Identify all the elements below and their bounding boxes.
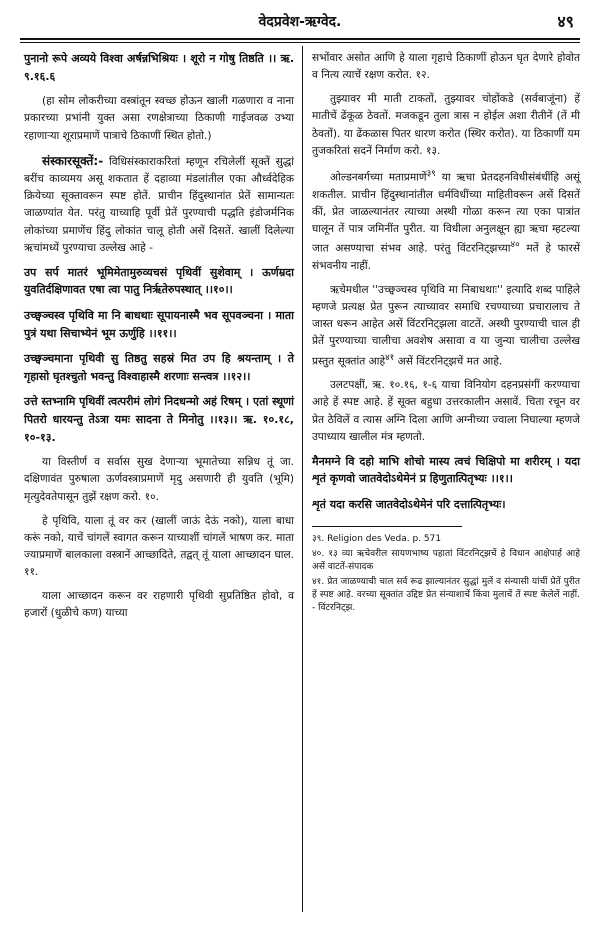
paragraph-text: असें विंटरनिट्झचें मत आहे. (397, 355, 503, 368)
paragraph: या विस्तीर्ण व सर्वास सुख देणाऱ्या भूमातेच्या सन्निध तूं जा. दक्षिणावंत पुरुषाला ऊर्णवस्त्राप्रमाणें मृदु असणारी ही युवति (भूमि) मृत्युदेवतेपासून तुझें रक्षण करो. १०. (24, 456, 294, 503)
paragraph (312, 167, 580, 275)
footnote: ४१. प्रेत जाळण्याची चाल सर्व रूढ झाल्यानंतर सुद्धां मुलें व संन्यासी यांचीं प्रेतें पुरीत हें स्पष्ट आहे. वरच्या सूक्तांत उद्दिष्ट प्रेत संन्याशाचें किंवा मुलाचें तें स्पष्ट केलेलें नाहीं. - विंटरनिट्झ. (312, 576, 580, 613)
verse: पुनानो रूपे अव्यये विश्वा अर्षन्नभिश्रियः । शूरो न गोषु तिष्ठति ।। ऋ. ९.१६.६ (24, 52, 294, 83)
paragraph-text: ऋचेमधील ''उच्छ्वञ्चस्व पृथिवि मा निबाधथाः'' इत्यादि शब्द पाहिले म्हणजे प्रत्यक्ष प्रेत पुरून त्याच्यावर समाधि रचण्याच्या प्रचारालाच ते जास्त धरून आहेत असें विंटरनिट्झला वाटतें. अस्थी पुरण्याची चाल ही प्रेतें पुरण्याच्या चालीचा अवशेष असावा व या जुन्या चालीचा उल्लेख प्रस्तुत सूक्तांत आहे (312, 283, 580, 368)
verse: उच्छ्वञ्चस्व पृथिवि मा नि बाधथाः सूपायनास्मै भव सूपवञ्चना । माता पुत्रं यथा सिचाभ्येनं भूम ऊर्णुहि ।।११।। (24, 309, 294, 340)
paragraph: हे पृथिवि, याला तूं वर कर (खालीं जाऊं देऊं नको), याला बाधा करूं नको, याचें चांगलें स्वागत करून याच्याशीं चांगलें भाषण कर. माता ज्याप्रमाणें बालकाला वस्त्रानें आच्छादिते, तद्वत् तूं याला आच्छादन घाल. ११. (24, 514, 294, 579)
paragraph: उलटपक्षीं, ऋ. १०.१६, १-६ याचा विनियोग दहनप्रसंगीं करण्याचा आहे हें स्पष्ट आहे. हें सूक्त बहुधा उत्तरकालीन असावें. चिता रचून वर प्रेत ठेविलें व त्यास अग्नि दिला आणि अग्नीच्या ज्वाला निघाल्या म्हणजे उपाध्याय खालील मंत्र म्हणतो. (312, 379, 580, 443)
paragraph: (हा सोम लोकरीच्या वस्त्रांतून स्वच्छ होऊन खाली गळणारा व नाना प्रकारच्या प्रभांनी युक्त असा रणक्षेत्राच्या ठिकाणी गाईजवळ उभ्या रहाणाऱ्या शूराप्रमाणें पात्राचे ठिकाणीं स्थित होतो.) (24, 95, 294, 142)
page-number: ४९ (557, 12, 574, 31)
paragraph-text: मतें हे फारसें संभवनीय नाहीं. (312, 242, 581, 272)
footnote-ref: ४१ (385, 352, 395, 363)
footnote-ref: ३९ (426, 168, 436, 179)
paragraph (24, 152, 294, 257)
verse: शृतं यदा करसि जातवेदोऽथेमेनं परि दत्तात्पितृभ्यः। (312, 498, 506, 512)
paragraph: सभोंवार असोत आणि हे याला गृहाचे ठिकाणीं होऊन घृत देणारे होवोत व नित्य त्याचें रक्षण करोत. १२. (312, 52, 580, 82)
paragraph: तुझ्यावर मी माती टाकतों, तुझ्यावर चोहोंकडे (सर्वबाजूंना) हें मातीचें ढेंकूळ ठेवतों. मजकडून तुला त्रास न होईल अशा रीतीनें (तें मी ठेवतों). या ढेंकळास पितर धारण करोत (स्थिर करोत). या ठिकाणीं यम तुजकरितां सदनें निर्माण करो. १३. (312, 93, 580, 157)
verse: उच्छ्वञ्चमाना पृथिवी सु तिष्ठतु सहस्रं मित उप हि श्रयन्ताम् । ते गृहासो घृतश्चुतो भवन्तु विश्वाहास्मै शरणाः सन्त्वत्र ।।१२।। (24, 352, 294, 383)
page-header (20, 6, 580, 40)
header-rule (20, 38, 580, 40)
paragraph (312, 282, 580, 370)
column-divider (302, 46, 303, 912)
paragraph: याला आच्छादन करून वर राहणारी पृथिवी सुप्रतिष्ठित होवो, व हजारों (धुळीचे कण) याच्या (24, 590, 294, 620)
left-column (24, 50, 294, 630)
verse: उप सर्प मातरं भूमिमेतामुरुव्यचसं पृथिवीं सुशेवाम् । ऊर्णम्रदा युवतिर्दक्षिणावत एषा त्वा पातु निर्ऋतेरुपस्थात् ।।१०।। (24, 265, 294, 297)
right-column (312, 50, 580, 617)
paragraph-text: या ऋचा प्रेतदहनविधीसंबंधींहि असूं शकतील. प्राचीन हिंदुस्थानांतील धर्मविधींच्या माहितीवरून असें दिसतें कीं, प्रेत जाळल्यानंतर त्याच्या अस्थी गोळा करून त्या एका पात्रांत घालून तें पात्र जमिनींत पुरीत. या विधीला अनुलक्षून ह्या ऋचा म्हटल्या जात असण्याचा संभव आहे. परंतु विंटरनिट्झच्या (312, 171, 580, 255)
section-heading: संस्कारसूक्तें:- (42, 153, 104, 168)
verse: उत्ते स्तभ्नामि पृथिवीं त्वत्परीमं लोगं निदधन्मो अहं रिषम् । एतां स्थूणां पितरो धारयन्तु तेऽत्रा यमः सादना ते मिनोतु ।।१३।। ऋ. १०.१८, १०-१३. (24, 395, 294, 444)
paragraph-text: विधिसंस्काराकरितां म्हणून रचिलेलीं सूक्तें सुद्धां बरींच काव्यमय असू शकतात हें दहाव्या मंडलांतील एका और्ध्वदेहिक क्रियेच्या सूक्तावरून स्पष्ट होतें. प्राचीन हिंदुस्थानांत प्रेतें सामान्यतः जाळण्यांत येत. परंतु याच्याहि पूर्वी प्रेतें पुरण्याची पद्धति इंडोजर्मनिक लोकांच्या प्रमाणेंच हिंदु लोकांत चालू होती असें दिसतें. खालीं दिलेल्या ऋचांमध्यें पुरण्याचा उल्लेख आहे - (24, 155, 294, 254)
footnote-rule (312, 526, 462, 527)
footnote: ४०. १३ व्या ऋचेवरील सायणभाष्य पहातां विंटरनिट्झचें हे विधान आक्षेपार्ह आहे असें वाटतें-संपादक (312, 548, 580, 572)
paragraph-text: ओल्डनबर्गच्या मताप्रमाणें (330, 171, 427, 184)
header-rule-thin (20, 42, 580, 43)
verse: मैनमग्ने वि दहो माभि शोचो मास्य त्वचं चिक्षिपो मा शरीरम् । यदा शृतं कृणवो जातवेदोऽथेमेनं प्र हिणुतात्पितृभ्यः ।।१।। (312, 454, 580, 486)
footnote: ३९. Religion des Veda. p. 571 (312, 533, 442, 544)
footnote-ref: ४० (510, 240, 520, 251)
running-title: वेदप्रवेश-ऋग्वेद. (258, 14, 342, 30)
